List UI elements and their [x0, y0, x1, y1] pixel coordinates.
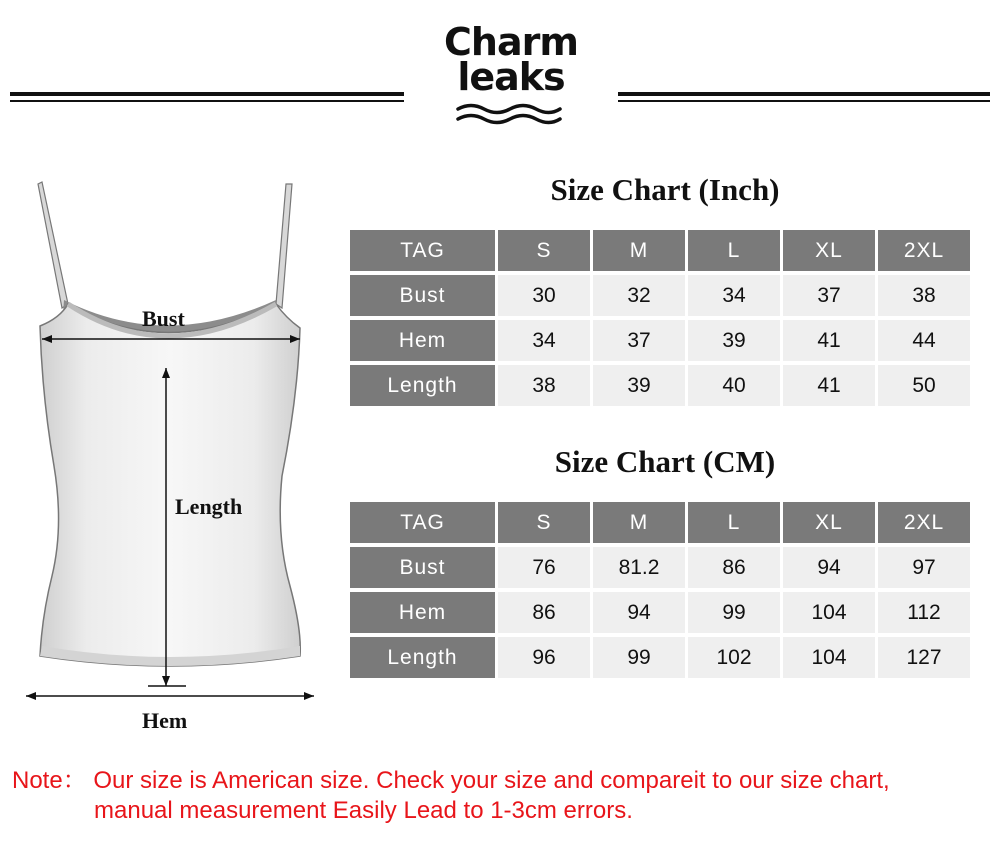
- value-cell: 39: [593, 365, 685, 406]
- header-rule-left-bottom: [10, 100, 404, 102]
- table-row: [350, 320, 970, 361]
- value-cell: 102: [688, 637, 780, 678]
- brand-logo: [436, 20, 586, 99]
- value-cell: 41: [783, 320, 875, 361]
- header-cell: S: [498, 230, 590, 271]
- cm-size-table: [347, 498, 973, 682]
- value-cell: 94: [783, 547, 875, 588]
- size-note: [12, 766, 997, 826]
- header-cell: XL: [783, 230, 875, 271]
- table-row: [350, 592, 970, 633]
- header-cell: XL: [783, 502, 875, 543]
- value-cell: 86: [498, 592, 590, 633]
- value-cell: 39: [688, 320, 780, 361]
- row-label: Length: [350, 365, 495, 406]
- cm-chart-title: Size Chart (CM): [554, 444, 776, 479]
- note-line2: manual measurement Easily Lead to 1-3cm errors.: [94, 797, 633, 824]
- table-row: [350, 637, 970, 678]
- header-cell: L: [688, 502, 780, 543]
- header-rule-right-top: [618, 92, 990, 96]
- value-cell: 41: [783, 365, 875, 406]
- camisole-illustration: [20, 176, 320, 716]
- value-cell: 38: [878, 275, 970, 316]
- wave-icon: [454, 102, 564, 126]
- header-cell: TAG: [350, 502, 495, 543]
- brand-line1: Charm: [444, 20, 578, 64]
- value-cell: 104: [783, 637, 875, 678]
- value-cell: 94: [593, 592, 685, 633]
- value-cell: 81.2: [593, 547, 685, 588]
- header-cell: M: [593, 502, 685, 543]
- value-cell: 34: [498, 320, 590, 361]
- value-cell: 44: [878, 320, 970, 361]
- row-label: Hem: [350, 320, 495, 361]
- value-cell: 40: [688, 365, 780, 406]
- header-rule-left-top: [10, 92, 404, 96]
- value-cell: 34: [688, 275, 780, 316]
- table-row: [350, 365, 970, 406]
- brand-line2: leaks: [457, 55, 565, 99]
- inch-size-table: [347, 226, 973, 410]
- bust-label: Bust: [142, 306, 185, 331]
- value-cell: 104: [783, 592, 875, 633]
- length-label: Length: [175, 494, 243, 519]
- value-cell: 112: [878, 592, 970, 633]
- value-cell: 76: [498, 547, 590, 588]
- header-cell: S: [498, 502, 590, 543]
- row-label: Length: [350, 637, 495, 678]
- value-cell: 37: [593, 320, 685, 361]
- table-row: [350, 275, 970, 316]
- value-cell: 38: [498, 365, 590, 406]
- value-cell: 37: [783, 275, 875, 316]
- hem-label: Hem: [142, 708, 188, 733]
- value-cell: 97: [878, 547, 970, 588]
- header-cell: L: [688, 230, 780, 271]
- header-cell: TAG: [350, 230, 495, 271]
- inch-chart-title: Size Chart (Inch): [550, 172, 780, 207]
- value-cell: 30: [498, 275, 590, 316]
- table-header-row: [350, 502, 970, 543]
- value-cell: 86: [688, 547, 780, 588]
- value-cell: 127: [878, 637, 970, 678]
- row-label: Bust: [350, 547, 495, 588]
- header-cell: 2XL: [878, 230, 970, 271]
- row-label: Hem: [350, 592, 495, 633]
- value-cell: 99: [593, 637, 685, 678]
- table-row: [350, 547, 970, 588]
- row-label: Bust: [350, 275, 495, 316]
- value-cell: 50: [878, 365, 970, 406]
- value-cell: 99: [688, 592, 780, 633]
- table-header-row: [350, 230, 970, 271]
- header-rule-right-bottom: [618, 100, 990, 102]
- header-cell: 2XL: [878, 502, 970, 543]
- value-cell: 96: [498, 637, 590, 678]
- value-cell: 32: [593, 275, 685, 316]
- note-line1: Note： Our size is American size. Check your size and compareit to our size chart,: [12, 767, 890, 794]
- header-cell: M: [593, 230, 685, 271]
